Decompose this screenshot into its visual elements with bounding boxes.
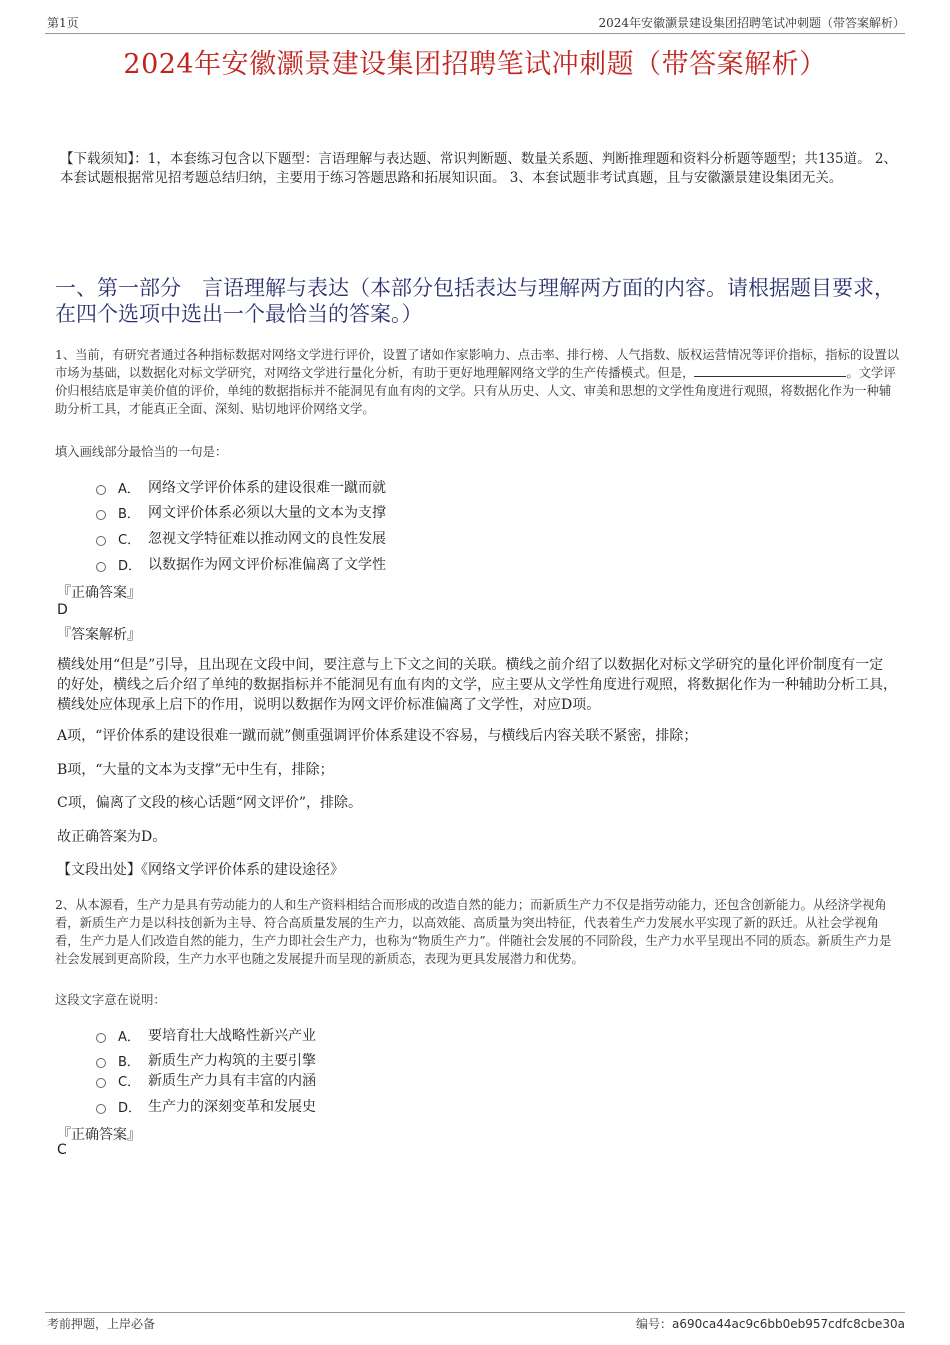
option-letter: C． — [118, 1074, 141, 1090]
correct-answer-value: C — [57, 1142, 67, 1158]
radio-button-icon[interactable] — [96, 536, 106, 546]
option-text: 网文评价体系必须以大量的文本为支撑 — [148, 505, 386, 521]
option-text: 忽视文学特征难以推动网文的良性发展 — [148, 531, 386, 547]
analysis-paragraph: A项，“评价体系的建设很难一蹴而就”侧重强调评价体系建设不容易，与横线后内容关联不紧密，排除； — [57, 728, 698, 744]
document-code-label: 编号： — [636, 1317, 673, 1331]
analysis-paragraph: B项，“大量的文本为支撑”无中生有，排除； — [57, 762, 334, 778]
option-letter: D． — [118, 558, 142, 574]
analysis-paragraph: 故正确答案为D。 — [57, 829, 167, 845]
question-1-option-d[interactable] — [96, 554, 386, 574]
question-1-text-after: 。文学评价归根结底是审美价值的评价，单纯的数据指标并不能洞见有血有肉的文学。只有从历史、人文、审美和思想的文学性角度进行观照，将数据化作为一种辅助分析工具，才能真正全面、深刻、贴切地评价网络文学。 — [55, 366, 896, 416]
page-number: 第1页 — [47, 16, 79, 30]
option-letter: A． — [118, 481, 140, 497]
option-text: 新质生产力具有丰富的内涵 — [148, 1073, 316, 1089]
text-source: 【文段出处】《网络文学评价体系的建设途径》 — [57, 862, 344, 878]
question-1-text — [55, 346, 903, 418]
option-letter: B． — [118, 506, 140, 522]
correct-answer-label: 『正确答案』 — [57, 1127, 141, 1143]
option-text: 以数据作为网文评价标准偏离了文学性 — [148, 557, 386, 573]
question-1-text-before: 1、当前，有研究者通过各种指标数据对网络文学进行评价，设置了诸如作家影响力、点击率、排行榜、人气指数、版权运营情况等评价指标，指标的设置以市场为基础，以数据化对标文学研究，对网络文学进行量化分析，有助于更好地理解网络文学的生产传播模式。但是， — [55, 348, 900, 380]
option-text: 新质生产力构筑的主要引擎 — [148, 1053, 316, 1069]
question-2-option-c[interactable] — [96, 1070, 316, 1090]
header-divider — [45, 33, 905, 34]
analysis-paragraph: 横线处用“但是”引导，且出现在文段中间，要注意与上下文之间的关联。横线之前介绍了以数据化对标文学研究的量化评价制度有一定的好处，横线之后介绍了单纯的数据指标并不能洞见有血有肉的文学，应主要从文学性角度进行观照，将数据化作为一种辅助分析工具，横线处应体现承上启下的作用，说明以数据作为网文评价标准偏离了文学性，对应D项。 — [57, 657, 897, 713]
footer-slogan: 考前押题，上岸必备 — [47, 1317, 156, 1331]
question-1-prompt: 填入画线部分最恰当的一句是： — [55, 445, 228, 459]
radio-button-icon[interactable] — [96, 562, 106, 572]
running-title: 2024年安徽灏景建设集团招聘笔试冲刺题（带答案解析） — [598, 16, 905, 30]
correct-answer-value: D — [57, 602, 68, 618]
option-letter: B． — [118, 1054, 140, 1070]
section-heading: 一、第一部分 言语理解与表达（本部分包括表达与理解两方面的内容。请根据题目要求，在四个选项中选出一个最恰当的答案。） — [55, 276, 895, 326]
analysis-paragraph: C项，偏离了文段的核心话题“网文评价”，排除。 — [57, 795, 363, 811]
document-code — [636, 1315, 905, 1332]
question-1-option-a[interactable] — [96, 477, 386, 497]
radio-button-icon[interactable] — [96, 1033, 106, 1043]
correct-answer-label: 『正确答案』 — [57, 585, 141, 601]
radio-button-icon[interactable] — [96, 1058, 106, 1068]
footer-divider — [45, 1312, 905, 1313]
question-1-option-c[interactable] — [96, 528, 386, 548]
question-2-option-a[interactable] — [96, 1025, 316, 1045]
question-2-option-d[interactable] — [96, 1096, 316, 1116]
question-2-option-b[interactable] — [96, 1050, 316, 1070]
question-1-option-b[interactable] — [96, 502, 386, 522]
document-title: 2024年安徽灏景建设集团招聘笔试冲刺题（带答案解析） — [123, 49, 827, 80]
option-letter: C． — [118, 532, 141, 548]
option-letter: A． — [118, 1029, 140, 1045]
option-text: 生产力的深刻变革和发展史 — [148, 1099, 316, 1115]
radio-button-icon[interactable] — [96, 1104, 106, 1114]
question-2-text: 2、从本源看，生产力是具有劳动能力的人和生产资料相结合而形成的改造自然的能力；而新质生产力不仅是指劳动能力，还包含创新能力。从经济学视角看，新质生产力是以科技创新为主导、符合高质量发展的生产力，以高效能、高质量为突出特征，代表着生产力发展水平实现了新的跃迁。从社会学视角看，生产力是人们改造自然的能力，生产力即社会生产力，也称为“物质生产力”。伴随社会发展的不同阶段，生产力水平呈现出不同的质态。新质生产力是社会发展到更高阶段，生产力水平也随之发展提升而呈现的新质态，表现为更具发展潜力和优势。 — [55, 898, 892, 966]
radio-button-icon[interactable] — [96, 485, 106, 495]
radio-button-icon[interactable] — [96, 510, 106, 520]
answer-analysis-label: 『答案解析』 — [57, 627, 141, 643]
option-letter: D． — [118, 1100, 142, 1116]
option-text: 要培育壮大战略性新兴产业 — [148, 1028, 316, 1044]
option-text: 网络文学评价体系的建设很难一蹴而就 — [148, 480, 386, 496]
question-2-prompt: 这段文字意在说明： — [55, 993, 166, 1007]
radio-button-icon[interactable] — [96, 1078, 106, 1088]
answer-blank-line — [694, 364, 846, 377]
download-notice: 【下载须知】：1，本套练习包含以下题型：言语理解与表达题、常识判断题、数量关系题、判断推理题和资料分析题等题型；共135道。 2、本套试题根据常见招考题总结归纳，主要用于练习答题思路和拓展知识面。 3、本套试题非考试真题，且与安徽灏景建设集团无关。 — [60, 151, 897, 186]
document-code-value: a690ca44ac9c6bb0eb957cdfc8cbe30a — [672, 1317, 905, 1331]
